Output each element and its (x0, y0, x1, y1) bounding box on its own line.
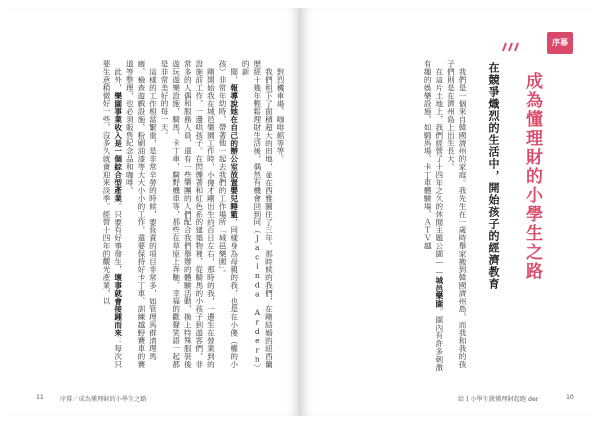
paragraph (422, 60, 445, 372)
right-body-text (328, 60, 468, 372)
paragraph (445, 60, 468, 372)
book-spread (8, 8, 592, 416)
bold-text-span: 城邑樂園 (434, 275, 444, 308)
right-running-footer: 給Ｉ小學生就懂理財起跑 der (458, 396, 539, 403)
text-span: 對烈機車場、咖啡館等等。 (276, 67, 285, 163)
left-page (8, 8, 300, 416)
text-span: 。園內有許多刺激有趣的娛樂設施，如騎馬場、卡丁車體驗場、ＡＴＶ越 (423, 60, 444, 371)
text-span: 我們是一個來自韓國濟州的家庭。我先生在一歲時舉家搬到韓國濟州島，而我和我的孩子們則是在濟州島上出生長大。 (446, 60, 467, 368)
bold-text-span: 報導說她在自己的辦公室放置嬰兒睡籃 (229, 83, 239, 218)
paragraph (216, 60, 239, 372)
text-span: 。只要有好事發生， (113, 201, 123, 274)
right-page-number: 10 (566, 394, 574, 401)
left-running-footer: 序幕／成為懂理財的小學生之路 (60, 396, 147, 403)
chapter-title: 成為懂理財的小學生之路 (522, 72, 542, 281)
bold-text-span: 樂園事業收入是一個綜合型產業 (113, 91, 123, 202)
text-span: 在這片土地上，我們經營了十四年之久的休閒主題公園—— (434, 67, 444, 276)
text-span: ，同樣身為母親的我，也是在小傻（權的小孩）非常年幼時，帶著他一起去我們的工作場所「城邑樂園」。 (218, 60, 239, 368)
paragraph (274, 60, 286, 372)
paragraph (240, 60, 275, 372)
bold-text-span: 壞事就會接踵而來 (113, 273, 123, 337)
right-page (300, 8, 592, 416)
text-span: 這樣的工作相當繁重，是非常辛勞的時候，要負責的項目非常多，如管理馬群清理馬廄、檢查遊戲設施、粉刷油漆等大大小小的工作，還要保持好卡丁車、訓練越野賽車的賽道等整理，也必須販售紀念品和咖啡。 (125, 60, 158, 369)
text-span: 聞， (229, 67, 239, 84)
chapter-badge: 序幕 (547, 32, 573, 54)
decorative-slashes-icon (500, 37, 520, 56)
paragraph (158, 60, 216, 372)
chapter-subtitle: 在競爭熾烈的生活中，開始孩子的經濟教育 (487, 62, 500, 290)
left-body-text (32, 60, 286, 372)
paragraph (124, 60, 159, 372)
text-span: 剛開始我在城邑樂園工作時，小傻才剛出生約百日左右，那時的我，一邊生在營業到的設施前工作，一邊哄孩子。在閃爍著和紅色系的建築物裡，從騎馬的小孩子到遊客們，非常多的人偶和服務人員，還有一些樂團的人們配合我們舉辦的體驗活動，換上特殊服裝後遊玩遊樂設施，騎馬、卡丁車、騎野機車等，那些在草原上奔馳、幸福的歡聲笑語一起都是非常美好的每一天。 (160, 60, 216, 369)
text-span: 我們租下了面積超大的田地，並在西雅圖住了三年。那時候的我們，在剛結婚的紐西蘭歷經十幾年輕鬆理財生活後，偶然有機會回到同（Jacinda Ardern）的新 (241, 60, 274, 372)
paragraph (101, 60, 124, 372)
text-span: 此外， (113, 67, 123, 92)
text-span: ：每次只要生意稍微好一些，沒多久就會迎來淡季。經營十四年的觀光產業，以 (102, 60, 123, 368)
left-page-number: 11 (36, 394, 44, 401)
